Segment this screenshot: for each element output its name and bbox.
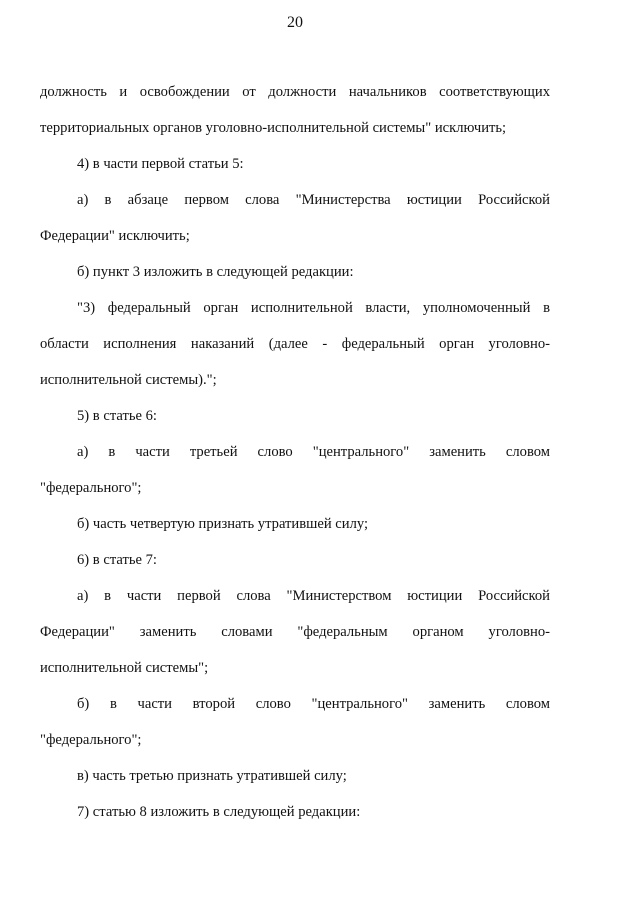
list-item: а) в абзаце первом слова "Министерства юстиции Российской <box>77 192 550 208</box>
text-line: исполнительной системы)."; <box>40 372 217 388</box>
list-item: 7) статью 8 изложить в следующей редакции: <box>77 804 361 820</box>
text-line: Федерации" исключить; <box>40 228 190 244</box>
page-number: 20 <box>287 14 303 31</box>
list-item: б) часть четвертую признать утратившей силу; <box>77 516 369 532</box>
text-line: "федерального"; <box>40 732 142 748</box>
text-line: Федерации" заменить словами "федеральным органом уголовно- <box>40 624 550 640</box>
text-line: "федерального"; <box>40 480 142 496</box>
text-line: области исполнения наказаний (далее - федеральный орган уголовно- <box>40 336 550 352</box>
list-item: б) в части второй слово "центрального" заменить словом <box>77 696 550 712</box>
text-line: должность и освобождении от должности начальников соответствующих <box>40 84 550 100</box>
quoted-paragraph: "3) федеральный орган исполнительной власти, уполномоченный в <box>77 300 550 316</box>
list-item: б) пункт 3 изложить в следующей редакции: <box>77 264 354 280</box>
list-item: в) часть третью признать утратившей силу; <box>77 768 347 784</box>
list-item: 4) в части первой статьи 5: <box>77 156 244 172</box>
text-line: территориальных органов уголовно-исполнительной системы" исключить; <box>40 120 507 136</box>
list-item: 6) в статье 7: <box>77 552 157 568</box>
list-item: 5) в статье 6: <box>77 408 157 424</box>
text-line: исполнительной системы"; <box>40 660 209 676</box>
list-item: а) в части третьей слово "центрального" заменить словом <box>77 444 550 460</box>
list-item: а) в части первой слова "Министерством юстиции Российской <box>77 588 550 604</box>
